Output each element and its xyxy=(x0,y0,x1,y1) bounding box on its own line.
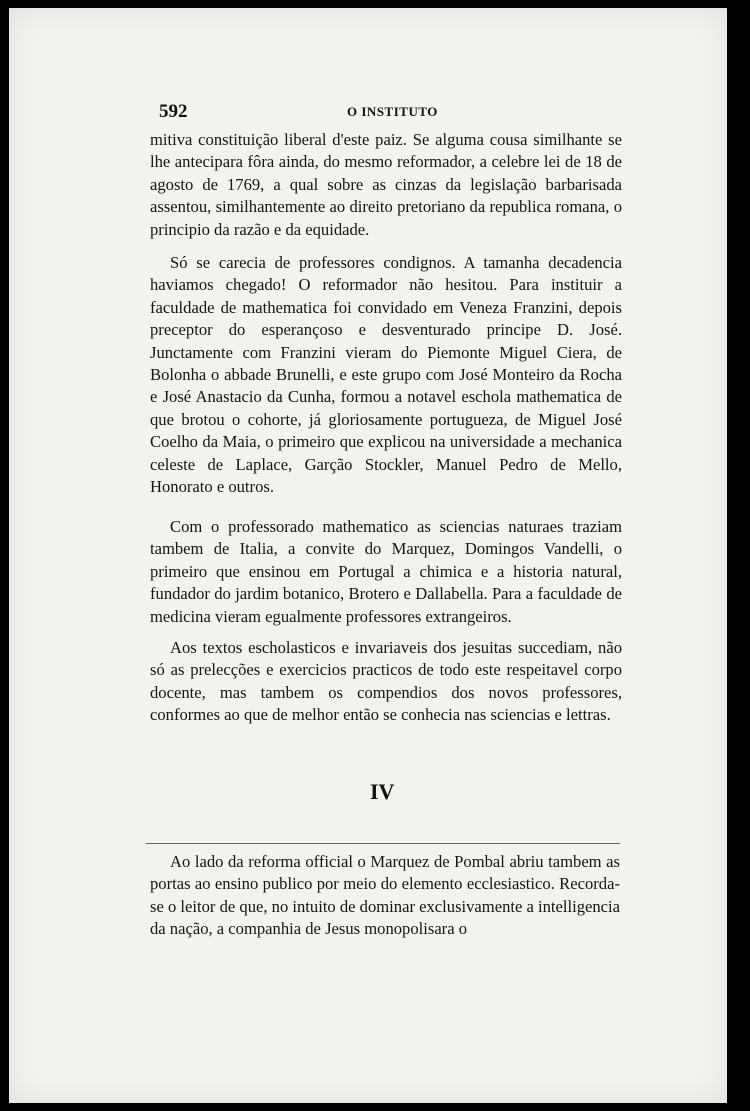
paragraph-4: Aos textos escholasticos e invariaveis dos jesuitas succediam, não só as prelecções e exercicios practicos de todo este respeitavel corpo docente, mas tambem os compendios dos novos professores, conformes ao que de melhor então se conhecia nas sciencias e lettras. xyxy=(150,638,622,725)
paragraph-2: Só se carecia de professores condignos. A tamanha decadencia haviamos chegado! O reformador não hesitou. Para instituir a faculdade de mathematica foi convidado em Veneza Franzini, depois preceptor do esperançoso e desventurado principe D. José. Junctamente com Franzini vieram do Piemonte Miguel Ciera, de Bolonha o abbade Brunelli, e este grupo com José Monteiro da Rocha e José Anastacio da Cunha, formou a notavel eschola mathematica de que brotou o cohorte, já gloriosamente portugueza, de Miguel José Coelho da Maia, o primeiro que explicou na universidade a mechanica celeste de Laplace, Garção Stockler, Manuel Pedro de Mello, Honorato e outros. xyxy=(150,253,622,497)
section-divider xyxy=(146,843,620,844)
page-number: 592 xyxy=(159,101,188,122)
paragraph-1: mitiva constituição liberal d'este paiz. Se alguma cousa similhante se lhe antecipara fôra ainda, do mesmo reformador, a celebre lei de 18 de agosto de 1769, a qual sobre as cinzas da legislação barbarisada assentou, similhantemente ao direito pretoriano da republica romana, o principio da razão e da equidade. xyxy=(150,130,622,239)
page-header xyxy=(159,101,629,125)
running-title: O INSTITUTO xyxy=(347,104,438,119)
paragraph-3: Com o professorado mathematico as sciencias naturaes traziam tambem de Italia, a convite do Marquez, Domingos Vandelli, o primeiro que ensinou em Portugal a chimica e a historia natural, fundador do jardim botanico, Brotero e Dallabella. Para a faculdade de medicina vieram egualmente professores extrangeiros. xyxy=(150,517,622,626)
section-paragraph: Ao lado da reforma official o Marquez de Pombal abriu tambem as portas ao ensino publico por meio do elemento ecclesiastico. Recorda-se o leitor de que, no intuito de dominar exclusivamente a intelligencia da nação, a companhia de Jesus monopolisara o xyxy=(150,852,621,939)
section-numeral: IV xyxy=(370,779,395,804)
